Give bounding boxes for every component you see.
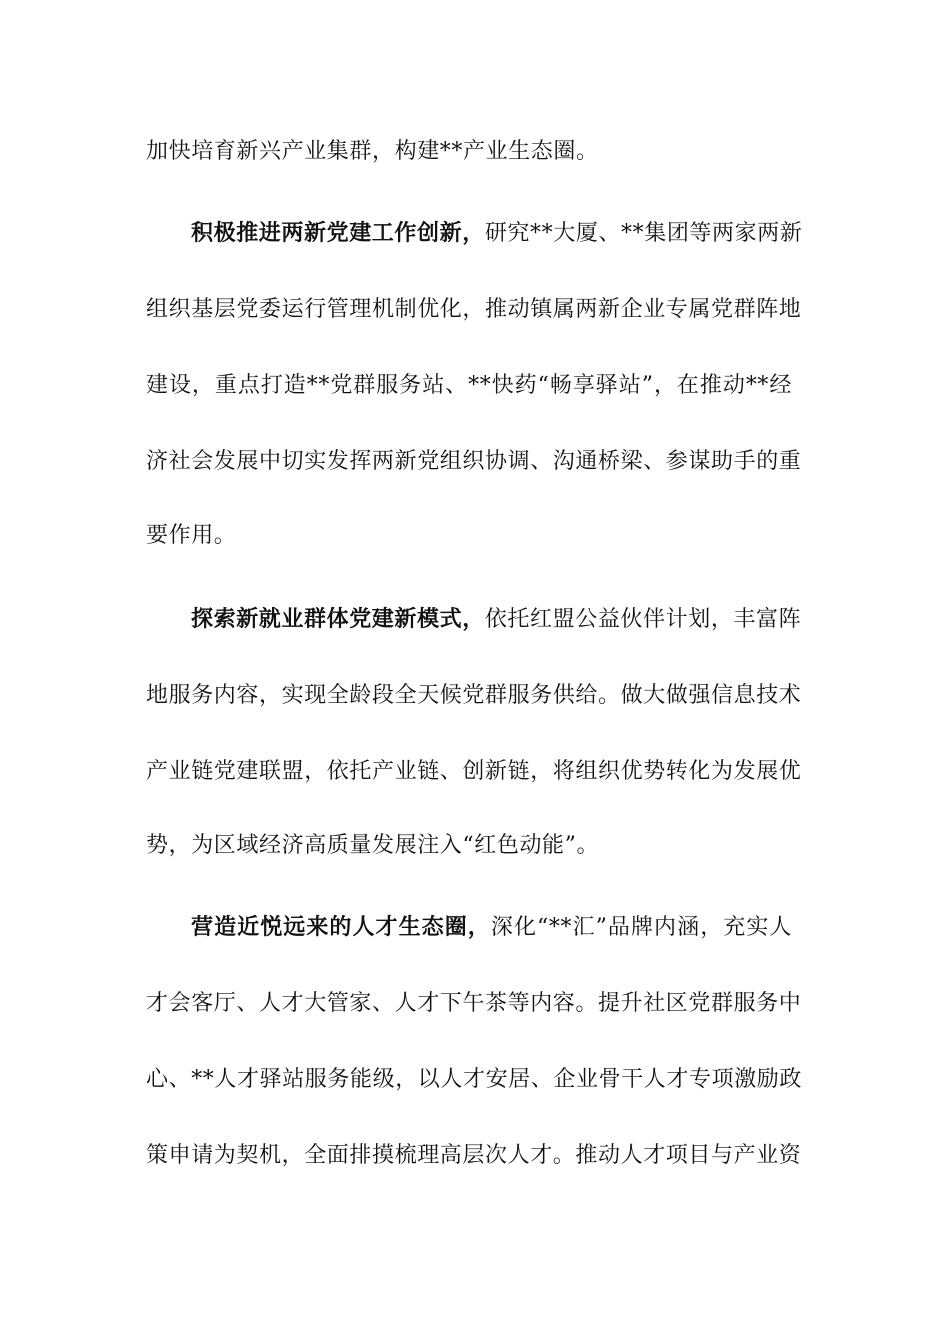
paragraph-line — [146, 984, 802, 1024]
line-text: 势，为区域经济高质量发展注入“红色动能”。 — [146, 833, 600, 858]
paragraph-line — [146, 516, 792, 556]
paragraph-line — [146, 1136, 802, 1176]
paragraph-line — [146, 290, 802, 330]
line-text: 依托红盟公益伙伴计划，丰富阵 — [484, 607, 802, 632]
paragraph-heading: 营造近悦远来的人才生态圈， — [191, 915, 491, 940]
paragraph-line — [146, 132, 792, 172]
paragraph-line — [146, 366, 792, 406]
paragraph-line — [146, 442, 802, 482]
line-text: 深化“**汇”品牌内涵，充实人 — [490, 915, 792, 940]
paragraph-line — [146, 752, 802, 792]
line-text: 加快培育新兴产业集群，构建**产业生态圈。 — [146, 139, 599, 164]
line-text: 济社会发展中切实发挥两新党组织协调、沟通桥梁、参谋助手的重 — [146, 449, 802, 474]
line-text: 才会客厅、人才大管家、人才下午茶等内容。提升社区党群服务中 — [146, 991, 802, 1016]
line-text: 要作用。 — [146, 523, 237, 548]
paragraph-line — [191, 214, 803, 254]
line-text: 产业链党建联盟，依托产业链、创新链，将组织优势转化为发展优 — [146, 759, 802, 784]
line-text: 心、**人才驿站服务能级，以人才安居、企业骨干人才专项激励政 — [146, 1067, 803, 1092]
paragraph-line — [146, 1060, 803, 1100]
line-text: 地服务内容，实现全龄段全天候党群服务供给。做大做强信息技术 — [146, 683, 802, 708]
line-text: 研究**大厦、**集团等两家两新 — [484, 221, 803, 246]
line-text: 组织基层党委运行管理机制优化，推动镇属两新企业专属党群阵地 — [146, 297, 802, 322]
paragraph-line — [146, 676, 802, 716]
paragraph-heading: 探索新就业群体党建新模式， — [191, 607, 485, 632]
paragraph-line — [191, 908, 792, 948]
line-text: 建设，重点打造**党群服务站、**快药“畅享驿站”，在推动**经 — [146, 373, 792, 398]
paragraph-heading: 积极推进两新党建工作创新， — [191, 221, 485, 246]
paragraph-line — [191, 600, 802, 640]
paragraph-line — [146, 826, 792, 866]
line-text: 策申请为契机，全面排摸梳理高层次人才。推动人才项目与产业资 — [146, 1143, 802, 1168]
